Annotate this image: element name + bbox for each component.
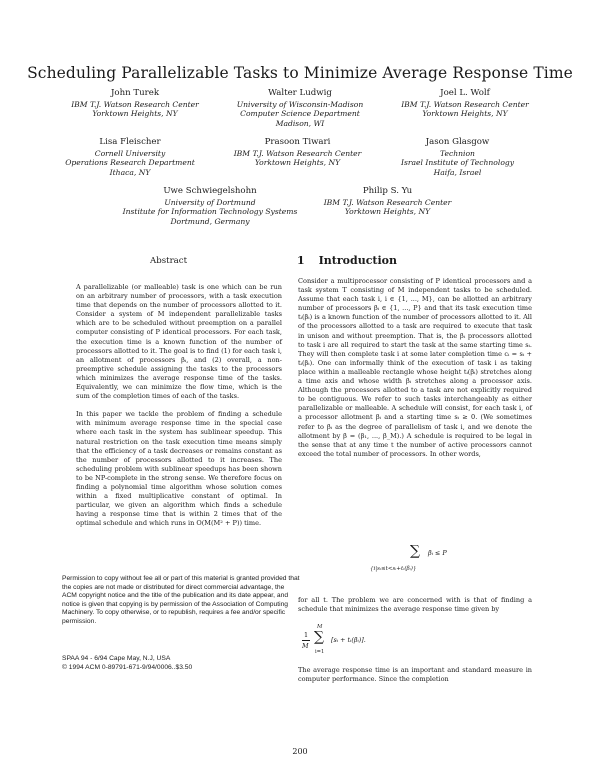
author-location: Yorktown Heights, NY [92,109,178,119]
abstract-paragraph: A parallelizable (or malleable) task is one which can be run on an arbitrary number of processors, with a task execution time that depends on the number of processors allotted to it. Consider a system of M independent parallelizable tasks which are to be scheduled without preemption on a parallel computer consisting of P identical processors. For each task, the execution time is a known function of the number of processors allotted to it. The goal is to find (1) for each task i, an allotment of processors βᵢ, and (2) overall, a non-preemptive schedule assigning the tasks to the processors which minimizes the average response time of the tasks. Equivalently, we can minimize the flow time, which is the sum of the completion times of each of the tasks. [76,283,282,401]
equation-body: [sᵢ + tᵢ(βᵢ)]. [331,636,366,644]
author-affiliation: IBM T.J. Watson Research Center [323,197,452,207]
author-block [375,89,555,119]
author-location: Yorktown Heights, NY [422,109,508,119]
abstract-paragraph: In this paper we tackle the problem of finding a schedule with minimum average response time in the special case where each task in the system has sublinear speedup. This natural restriction on the task execution time means simply that the efficiency of a task decreases or remains constant as the number of processors allotted to it increases. The scheduling problem with sublinear speedups has been shown to be NP-complete in the strong sense. We therefore focus on finding a polynomial time algorithm whose solution comes within a fixed multiplicative constant of optimal. In particular, we given an algorithm which finds a schedule having a response time that is within 2 times that of the optimal schedule and which runs in O(M(M² + P)) time. [76,410,282,528]
fraction-bar [302,640,310,641]
author-affiliation: Cornell University [94,148,166,158]
author-block [110,187,310,226]
author-name: Lisa Fleischer [99,137,161,147]
intro-paragraph: Consider a multiprocessor consisting of P identical processors and a task system T consisting of M independent tasks to be scheduled. Assume that each task i, i ∈ {1, ..., M}, can be allotted an arbitrary number of processors βᵢ ∈ {1, ..., P} and that its task execution time tᵢ(βᵢ) is a known function of the number of processors allotted to it. All of the processors allotted to a task are required to execute that task in unison and without preemption. That is, the βᵢ processors allotted to task i are all required to start the task at the same starting time sᵢ. They will then complete task i at some later completion time cᵢ = sᵢ + tᵢ(βᵢ). One can informally think of the execution of task i as taking place within a malleable rectangle whose height tᵢ(βᵢ) stretches along a time axis and whose width βᵢ stretches along a processor axis. Although the processors allotted to a task are not explicitly required to be contiguous. We refer to such tasks interchangeably as either parallelizable or malleable. A schedule will consist, for each task i, of a processor allotment βᵢ and a starting time sᵢ ≥ 0. (We sometimes refer to βᵢ as the degree of parallelism of task i, and we denote the allotment by β = (β₁, ..., β_M).) A schedule is required to be legal in the sense that at any time t the number of active processors cannot exceed the total number of processors. In other words, [298,277,532,458]
permission-text: Permission to copy without fee all or part of this material is granted provided that the copies are not made or distributed for direct commercial advantage, the ACM copyright notice and the title of the publication and its date appear, and notice is given that copying is by permission of the Association of Computing Machinery. To copy otherwise, or to republish, requires a fee and/or specific permission. [62,575,300,625]
section-heading [297,254,411,267]
equation-fraction-numerator: 1 [304,631,309,639]
section-title: Introduction [318,254,397,267]
author-department: Operations Research Department [65,158,195,168]
author-affiliation: IBM T.J. Watson Research Center [71,99,199,109]
author-affiliation: IBM T.J. Watson Research Center [233,148,362,158]
author-block [365,138,550,177]
intro-body [298,277,532,459]
author-name: Jason Glasgow [425,137,490,147]
author-block [50,89,220,119]
author-affiliation: IBM T.J. Watson Research Center [401,99,529,109]
author-department: Computer Science Department [240,109,360,119]
intro-paragraph: The average response time is an important and standard measure in computer performance. Since the completion [298,666,532,684]
author-block [205,138,390,168]
author-block [295,187,480,217]
author-department: Institute for Information Technology Systems [122,207,298,217]
author-department: Israel Institute of Technology [400,158,515,168]
author-name: Philip S. Yu [362,186,413,196]
equation-sum-symbol: ∑ [314,629,324,645]
paper-title: Scheduling Parallelizable Tasks to Minimize Average Response Time [27,64,573,82]
author-name: Joel L. Wolf [440,88,490,98]
equation-sum-symbol: ∑ [410,543,420,559]
equation-superscript: M [317,624,323,630]
author-location: Haifa, Israel [433,167,482,177]
intro-paragraph: for all t. The problem we are concerned with is that of finding a schedule that minimizes the average response time given by [298,596,532,614]
author-block [210,89,390,128]
equation-fraction-denominator: M [302,642,309,650]
section-number: 1 [297,254,305,267]
intro-body-3 [298,666,532,684]
abstract-body [76,283,282,528]
author-name: Walter Ludwig [268,88,332,98]
author-location: Ithaca, NY [109,167,151,177]
author-affiliation: Technion [440,148,475,158]
author-location: Yorktown Heights, NY [254,158,341,168]
intro-body-2 [298,596,532,614]
author-location: Yorktown Heights, NY [344,207,431,217]
equation-subscript: i=1 [315,649,325,655]
page-number: 200 [292,747,308,756]
author-location: Dortmund, Germany [170,216,250,226]
copyright-line: © 1994 ACM 0-89791-671-9/94/0006..$3.50 [62,664,193,671]
author-affiliation: University of Wisconsin-Madison [236,99,364,109]
equation-rhs: βᵢ ≤ P [428,549,447,557]
author-name: Prasoon Tiwari [264,137,331,147]
author-name: Uwe Schwiegelshohn [163,186,257,196]
abstract-heading: Abstract [150,256,188,266]
author-name: John Turek [110,88,160,98]
author-block [45,138,215,177]
equation-subscript: {i|sᵢ≤t<sᵢ+tᵢ(βᵢ)} [370,566,417,572]
author-affiliation: University of Dortmund [164,197,256,207]
author-location: Madison, WI [275,118,325,128]
venue-line: SPAA 94 - 6/94 Cape May, N.J, USA [62,655,171,662]
